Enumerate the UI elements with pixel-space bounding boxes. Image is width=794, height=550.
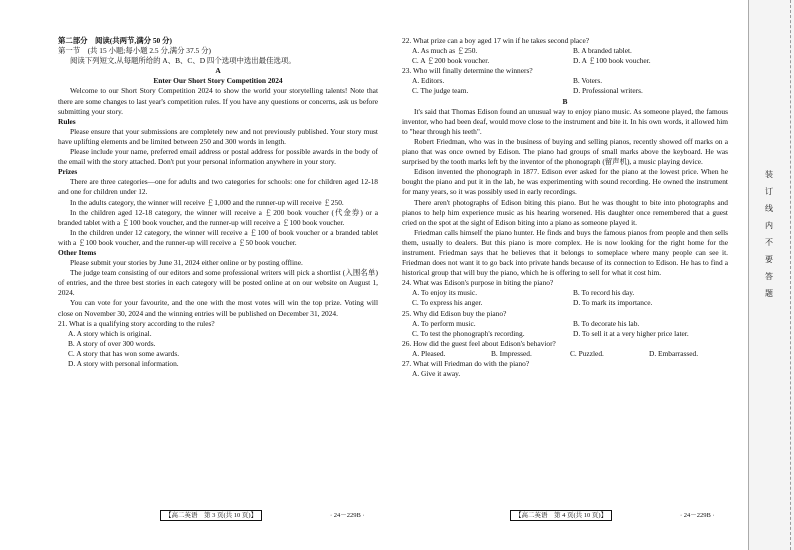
option: C. To test the phonograph's recording. [412, 328, 525, 338]
option: A. As much as ￡250. [412, 46, 478, 56]
binding-warning [762, 170, 776, 306]
binding-char: 内 [765, 221, 773, 230]
option: C. To express his anger. [412, 298, 483, 308]
option: A. Pleased. [412, 348, 446, 358]
option: D. To sell it at a very higher price later. [573, 328, 689, 338]
option: D. To mark its importance. [573, 298, 653, 308]
binding-cut-line [790, 0, 792, 550]
option: A. To perform music. [412, 318, 476, 328]
question-25-stem: 25. Why did Edison buy the piano? [402, 308, 507, 318]
prizes-paragraph: In the children aged 12-18 category, the winner will receive a ￡200 book voucher (代金券) or a branded tablet with a ￡100 book voucher, and the runner-up will receive a ￡100 book voucher. [58, 207, 378, 227]
other-heading: Other Items [58, 247, 97, 257]
section-title: 第一节 (共 15 小题;每小题 2.5 分,满分 37.5 分) [58, 46, 211, 56]
question-27-stem: 27. What will Friedman do with the piano? [402, 359, 530, 368]
option: A. A story which is original. [68, 328, 152, 338]
prizes-paragraph: In the children under 12 category, the winner will receive a ￡100 of book voucher or a branded tablet with a ￡100 book voucher, and the runner-up will receive a ￡50 book voucher. [58, 227, 378, 247]
question-22-stem: 22. What prize can a boy aged 17 win if he takes second place? [402, 36, 590, 45]
passage-letter-b: B [562, 96, 568, 106]
option: D. Embarrassed. [649, 348, 699, 358]
option: C. The judge team. [412, 86, 469, 96]
question-23-options [402, 76, 728, 96]
binding-char: 不 [765, 238, 773, 247]
left-footer-label: 【高二英语 第 3 页(共 10 页)】 [160, 510, 262, 519]
right-column [402, 36, 728, 379]
binding-char: 题 [765, 289, 773, 298]
question-26-stem: 26. How did the guest feel about Edison's behavior? [402, 338, 556, 348]
option: B. To record his day. [573, 288, 635, 298]
question-23-stem: 23. Who will finally determine the winners? [402, 66, 533, 76]
option: D. A story with personal information. [68, 359, 179, 368]
binding-char: 答 [765, 272, 773, 281]
intro-paragraph: Welcome to our Short Story Competition 2024 to show the world your storytelling talents! Note that there are some changes to last year's competition rules. If you have any questions or concerns, ask us before submitting your story. [58, 86, 378, 116]
passage-paragraph: Friedman calls himself the piano hunter. He finds and buys the famous pianos from people and then sells them, usually to dealers. But this piano is more complex. He is now looking for the right home for the instrument. Friedman says that he believes that it belongs to someplace where many people can see it. Friedman does not want it to go back into private hands because of its connection to Edison. He has to find a historical group that will buy the piano, which he is offering to sell for what it cost him. [402, 227, 728, 278]
option: D. A ￡100 book voucher. [573, 56, 651, 66]
option: B. Impressed. [491, 348, 532, 358]
instruction: 阅读下列短文,从每题所给的 A、B、C、D 四个选项中选出最佳选项。 [70, 56, 296, 66]
option: C. A ￡200 book voucher. [412, 56, 490, 66]
binding-char: 订 [765, 187, 773, 196]
option: A. Editors. [412, 76, 445, 86]
rules-heading: Rules [58, 116, 76, 126]
passage-paragraph: It's said that Thomas Edison found an unusual way to enjoy piano music. As someone played, the famous inventor, who had been deaf, would move close to the instrument and bite it. In his own words, it allowed him to "hear through his teeth". [402, 106, 728, 136]
option: A. Give it away. [412, 369, 461, 379]
question-27-options [402, 369, 728, 379]
other-paragraph: You can vote for your favourite, and the one with the most votes will win the top prize. Voting will close on November 30, 2024 and the winning entries will be published on December 31, 2024. [58, 298, 378, 318]
right-footer-label: 【高二英语 第 4 页(共 10 页)】 [510, 510, 612, 519]
right-footer-code: · 24－229B · [680, 512, 715, 519]
option: B. A branded tablet. [573, 46, 632, 56]
question-25-options [402, 319, 728, 339]
question-22-options [402, 46, 728, 66]
binding-char: 线 [765, 204, 773, 213]
other-paragraph: Please submit your stories by June 31, 2024 either online or by posting offline. [70, 258, 303, 268]
passage-letter-a: A [215, 66, 221, 76]
option: B. A story of over 300 words. [68, 338, 156, 348]
option: D. Professional writers. [573, 86, 643, 96]
option: B. Voters. [573, 76, 603, 86]
other-paragraph: The judge team consisting of our editors and some professional writers will pick a shortlist (入围名单) of entries, and the three best stories in each category will be posted online at on our website on August 1, 2024. [58, 268, 378, 298]
rules-paragraph: Please include your name, preferred email address or postal address for possible awards in the body of the email with the story attached. Don't put your personal information anywhere in your story. [58, 147, 378, 167]
left-footer-code: · 24－229B · [330, 512, 365, 519]
passage-title: Enter Our Short Story Competition 2024 [153, 76, 283, 86]
question-21-stem: 21. What is a qualifying story according to the rules? [58, 318, 215, 328]
rules-paragraph: Please ensure that your submissions are completely new and not previously published. Your story must have uplifting elements and be limited between 250 and 300 words in length. [58, 126, 378, 146]
passage-paragraph: Edison invented the phonograph in 1877. Edison ever asked for the piano at the lowest price. When he bought the piano and put it in the lab, he was experimenting with sound recording. He owned the instrument for many years, so it was possibly used in early recordings. [402, 167, 728, 197]
question-26-options [402, 349, 728, 359]
prizes-paragraph: There are three categories—one for adults and two categories for schools: one for children aged 12-18 and one for children under 12. [58, 177, 378, 197]
question-21-options [58, 329, 378, 369]
passage-paragraph: There aren't photographs of Edison biting this piano. But he was thought to bite into photographs and pianos to help him experience music as his hearing worsened. His daughter once remembered that a guest cried on the spot at the sight of Edison biting into a piano as someone played it. [402, 197, 728, 227]
question-24-stem: 24. What was Edison's purpose in biting the piano? [402, 278, 554, 288]
option: A. To enjoy its music. [412, 288, 478, 298]
left-column [58, 36, 378, 369]
option: C. Puzzled. [570, 348, 604, 358]
option: B. To decorate his lab. [573, 318, 640, 328]
binding-char: 要 [765, 255, 773, 264]
part-title: 第二部分 阅读(共两节,满分 50 分) [58, 36, 172, 45]
prizes-heading: Prizes [58, 167, 78, 177]
question-24-options [402, 288, 728, 308]
option: C. A story that has won some awards. [68, 348, 180, 358]
prizes-paragraph: In the adults category, the winner will receive ￡1,000 and the runner-up will receive ￡250. [70, 197, 344, 207]
binding-char: 装 [765, 170, 773, 179]
passage-paragraph: Robert Friedman, who was in the business of buying and selling pianos, recently showed off marks on a piano that was once owned by Edison. The piano had groups of small marks above the keyboard. He was surprised by the tooth marks left by the inventor of the phonograph (留声机), a music playing device. [402, 136, 728, 167]
